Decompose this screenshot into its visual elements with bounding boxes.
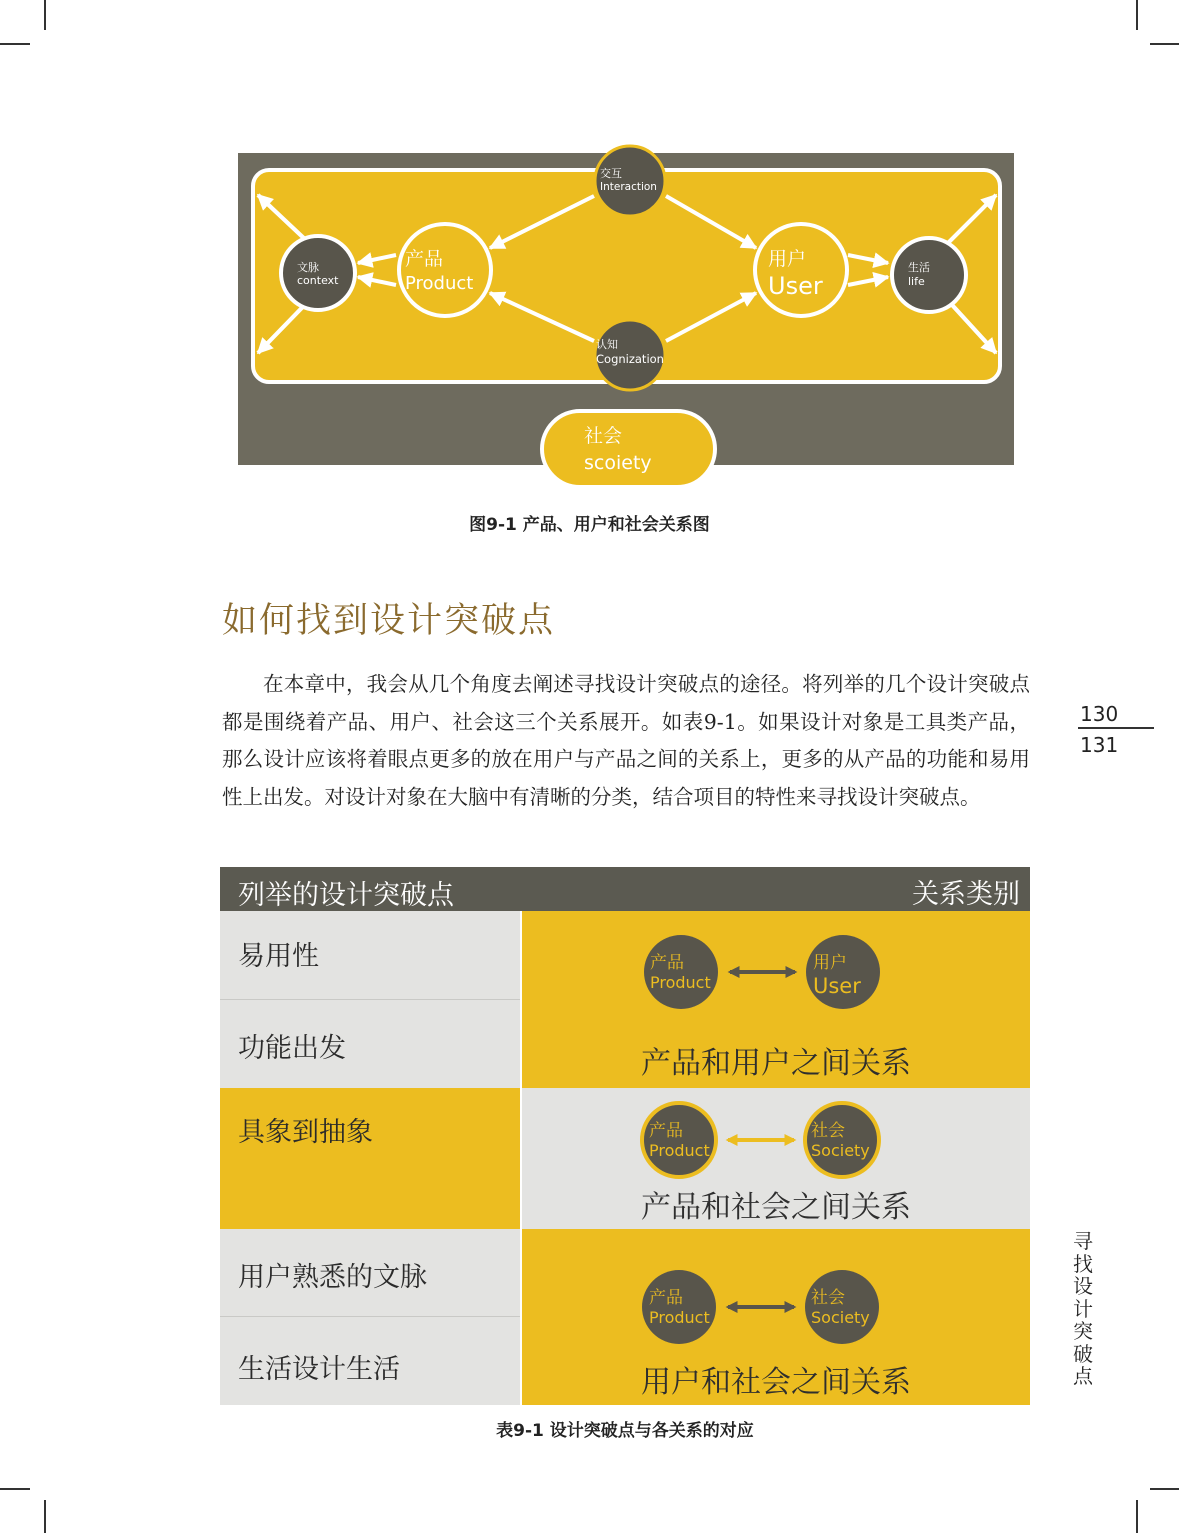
table-caption: 表9-1 设计突破点与各关系的对应 [496, 1421, 754, 1441]
user-node-zh: 用户 [768, 248, 807, 270]
life-node-zh: 生活 [908, 261, 930, 274]
product-circle-zh: 产品 [650, 953, 684, 973]
product-circle-en: Product [649, 1308, 710, 1327]
relation-title: 产品和用户之间关系 [641, 1046, 911, 1081]
society-node-en: scoiety [584, 452, 652, 474]
product-circle-zh: 产品 [649, 1288, 683, 1308]
relation-title: 用户和社会之间关系 [641, 1365, 911, 1400]
crop-mark [1150, 1488, 1179, 1490]
body-paragraph: 在本章中，我会从几个角度去阐述寻找设计突破点的途径。将列举的几个设计突破点都是围绕着产品、用户、社会这三个关系展开。如表9-1。如果设计对象是工具类产品，那么设计应该将着眼点更多的放在用户与产品之间的关系上，更多的从产品的功能和易用性上出发。对设计对象在大脑中有清晰的分类，结合项目的特性来寻找设计突破点。 [222, 672, 1030, 809]
cognization-node-zh: 认知 [596, 338, 618, 351]
table-row [220, 1317, 520, 1405]
crop-mark [0, 1488, 30, 1490]
section-heading: 如何找到设计突破点 [222, 601, 556, 641]
crop-mark [1150, 43, 1179, 45]
table-row [220, 1088, 520, 1229]
user-circle-en: User [813, 974, 861, 998]
page-number-bottom: 131 [1080, 733, 1119, 757]
body-text [222, 666, 1030, 816]
side-chapter-title: 寻找设计突破点 [1073, 1229, 1093, 1388]
society-circle-en: Society [811, 1141, 870, 1160]
relation-title: 产品和社会之间关系 [641, 1190, 911, 1225]
product-node-zh: 产品 [405, 248, 444, 270]
row-label: 易用性 [238, 941, 319, 972]
user-node [755, 224, 847, 316]
table-row [220, 1000, 520, 1088]
product-node [399, 224, 491, 316]
society-circle-en: Society [811, 1308, 870, 1327]
user-circle-zh: 用户 [813, 953, 847, 973]
relation-cell-product-society [522, 1088, 1030, 1229]
relation-cell-user-society [522, 1229, 1030, 1405]
row-label: 生活设计生活 [238, 1354, 400, 1385]
crop-mark [0, 43, 30, 45]
figure-caption: 图9-1 产品、用户和社会关系图 [469, 515, 710, 535]
relationship-diagram [238, 153, 1014, 474]
page-number-top: 130 [1080, 702, 1119, 726]
context-node-en: context [297, 274, 339, 287]
product-circle-en: Product [649, 1141, 710, 1160]
interaction-node-zh: 交互 [600, 167, 622, 180]
table-row [220, 1229, 520, 1317]
context-node-zh: 文脉 [297, 261, 319, 274]
society-node [542, 411, 715, 487]
crop-mark [1136, 0, 1138, 30]
interaction-node-en: Interaction [600, 181, 657, 193]
row-label: 功能出发 [238, 1033, 346, 1064]
table-header [220, 867, 1030, 911]
crop-mark [1136, 1500, 1138, 1533]
user-node-en: User [768, 272, 823, 300]
product-circle-zh: 产品 [649, 1121, 683, 1141]
crop-mark [44, 1500, 46, 1533]
society-node-zh: 社会 [584, 425, 623, 447]
crop-mark [44, 0, 46, 30]
product-node-en: Product [405, 273, 474, 294]
life-node-en: life [908, 275, 925, 288]
breakthrough-table [220, 867, 1030, 1405]
table-header-left: 列举的设计突破点 [238, 880, 454, 911]
life-node [892, 238, 966, 312]
product-circle-en: Product [650, 973, 711, 992]
column-divider [520, 911, 522, 1405]
page-number-divider [1078, 727, 1154, 729]
row-label: 用户熟悉的文脉 [238, 1262, 427, 1293]
table-row [220, 911, 520, 1000]
society-circle-zh: 社会 [811, 1288, 845, 1308]
table-header-right: 关系类别 [912, 879, 1020, 910]
cognization-node-en: Cognization [596, 352, 664, 366]
row-label: 具象到抽象 [238, 1117, 373, 1148]
society-circle-zh: 社会 [811, 1121, 845, 1141]
relation-cell-product-user [522, 911, 1030, 1088]
